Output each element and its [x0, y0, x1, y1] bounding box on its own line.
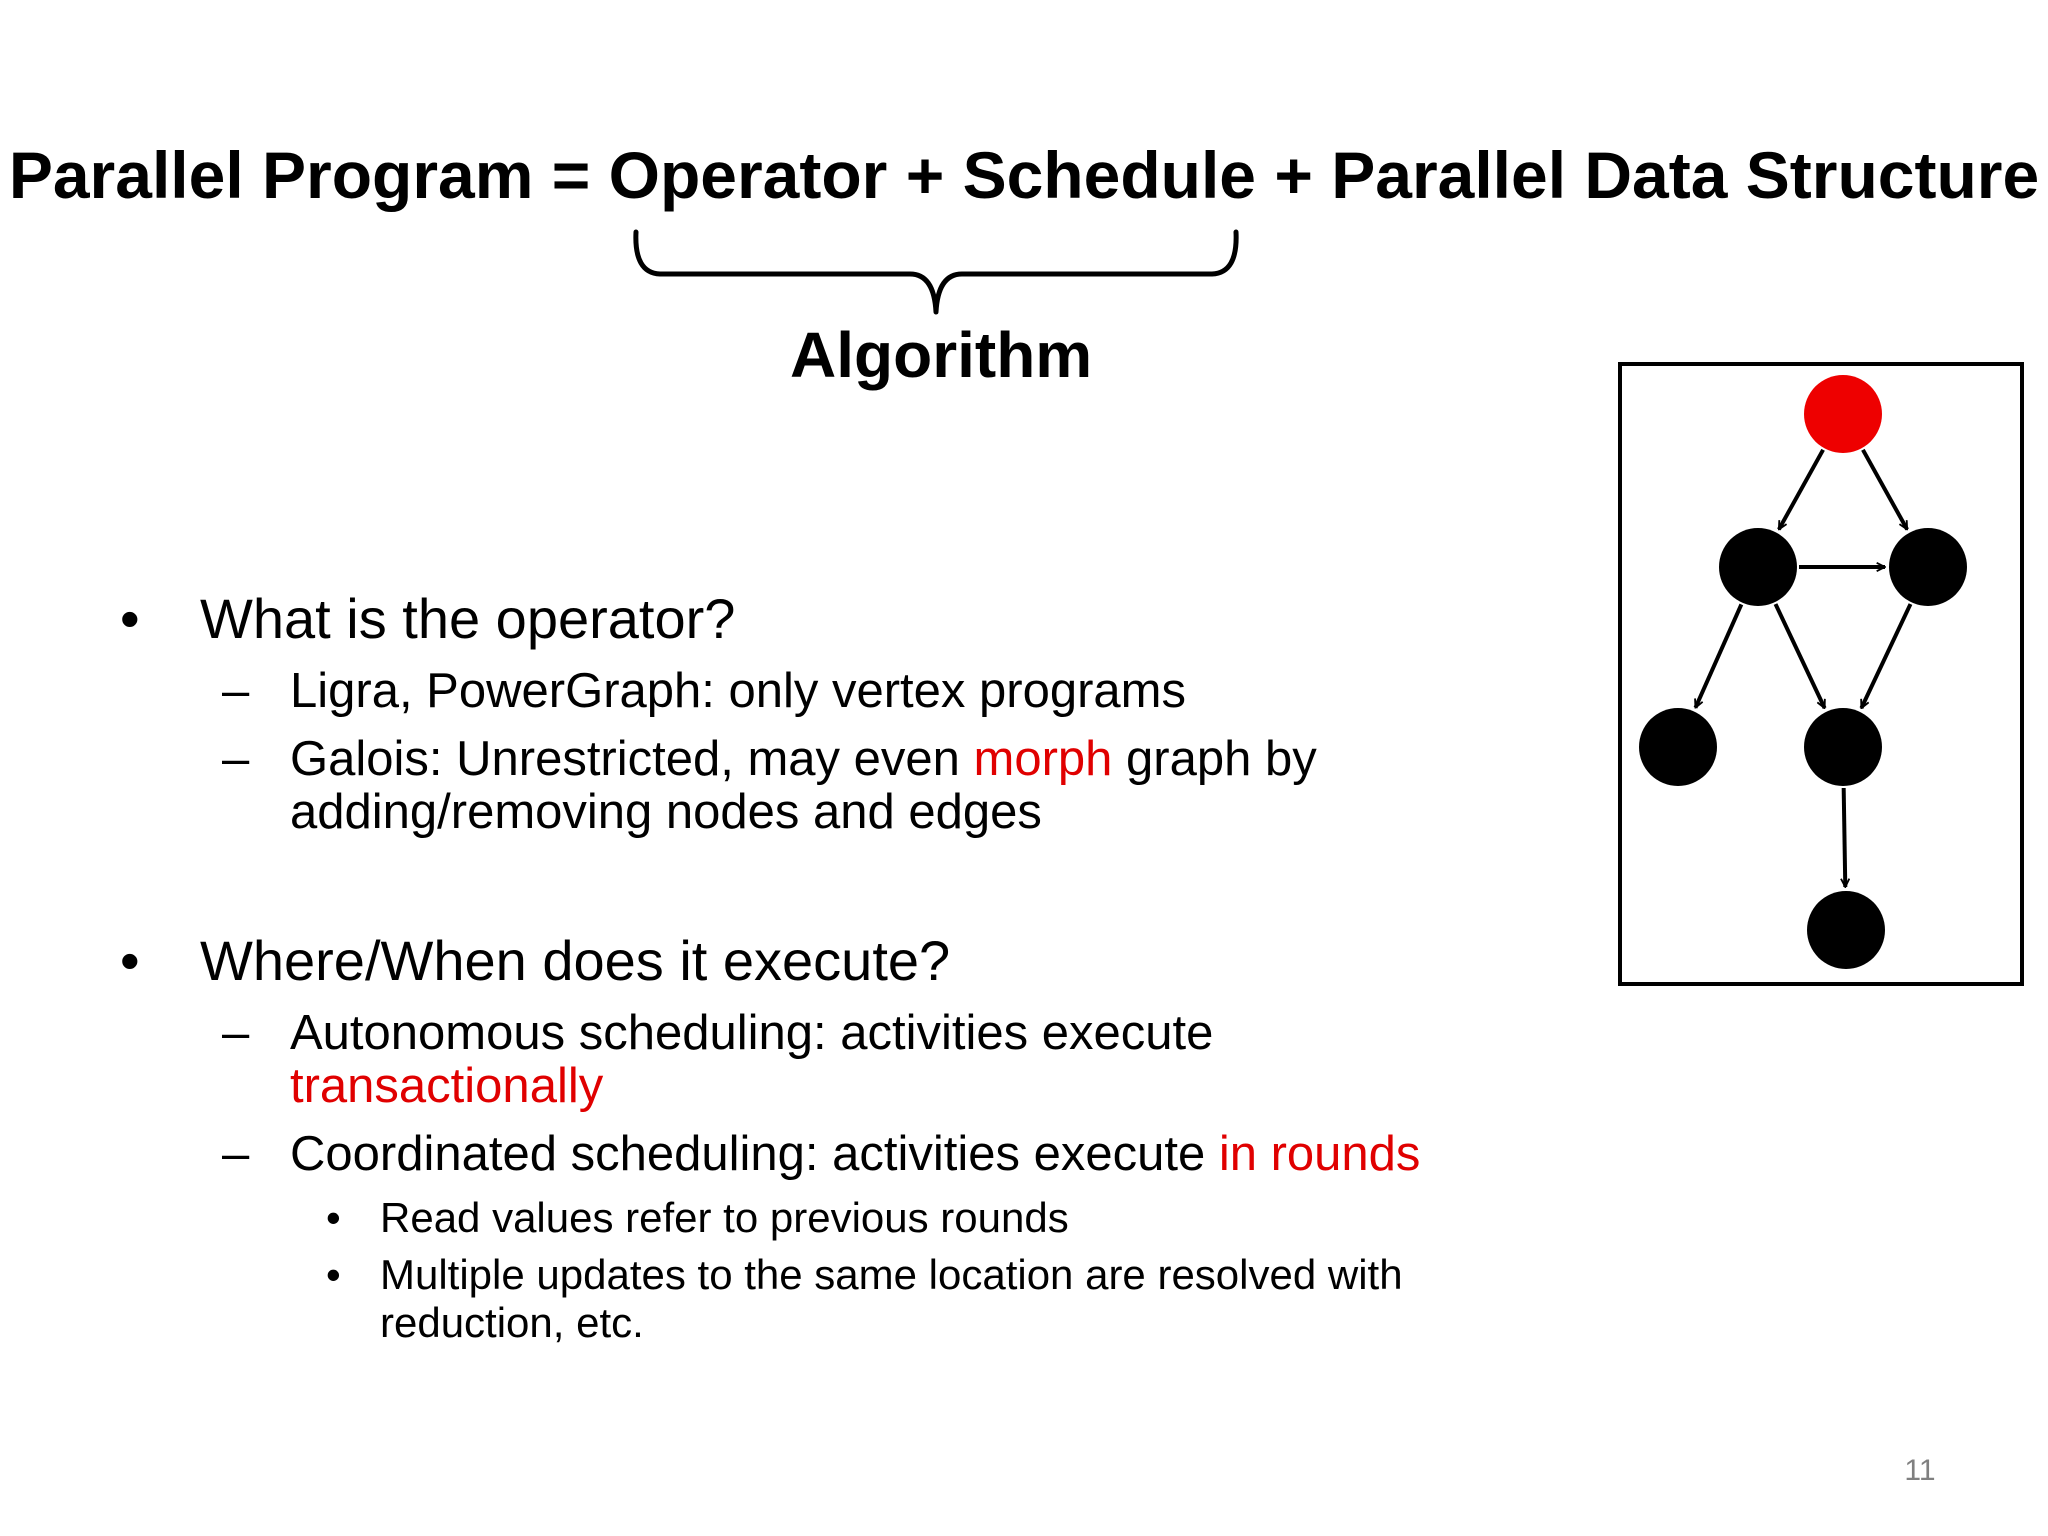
slide-title-equation: Parallel Program = Operator + Schedule + Parallel Data Structure [8, 138, 2040, 212]
dash-glyph: – [222, 732, 250, 786]
dash-glyph: – [222, 664, 250, 718]
page-number: 11 [1904, 1454, 1936, 1487]
dash-glyph: – [222, 1006, 250, 1060]
graph-node-mid-right [1889, 528, 1967, 606]
highlight-morph: morph [973, 732, 1113, 786]
graph-node-bottom-center [1804, 708, 1882, 786]
bullet-glyph: • [120, 929, 140, 992]
algorithm-label: Algorithm [790, 319, 1093, 391]
sub-sub-bullet-multiple-updates-cont: reduction, etc. [380, 1299, 644, 1346]
bullet-glyph: • [120, 587, 140, 650]
graph-node-mid-left [1719, 528, 1797, 606]
bullet-glyph: • [326, 1251, 341, 1298]
sub-sub-bullet-multiple-updates: Multiple updates to the same location are resolved with [380, 1251, 1403, 1298]
sub-bullet-galois: Galois: Unrestricted, may even morph graph by [290, 732, 1317, 786]
curly-brace-icon [630, 228, 1250, 318]
bullet-glyph: • [326, 1194, 341, 1241]
sub-bullet-galois-cont: adding/removing nodes and edges [290, 785, 1042, 839]
highlight-in-rounds: in rounds [1218, 1127, 1421, 1181]
sub-bullet-coordinated: Coordinated scheduling: activities execute in rounds [290, 1127, 1421, 1181]
graph-edge-bottom-center-to-leaf [1844, 788, 1846, 887]
highlight-transactionally: transactionally [290, 1059, 604, 1113]
sub-bullet-ligra: Ligra, PowerGraph: only vertex programs [290, 664, 1186, 718]
graph-diagram [1618, 362, 2024, 986]
graph-node-leaf [1807, 891, 1885, 969]
dash-glyph: – [222, 1127, 250, 1181]
sub-sub-bullet-read-values: Read values refer to previous rounds [380, 1194, 1069, 1241]
bullet-execute-question: Where/When does it execute? [200, 929, 951, 992]
bullet-operator-question: What is the operator? [200, 587, 736, 650]
graph-node-bottom-left [1639, 708, 1717, 786]
graph-node-root [1804, 375, 1882, 453]
sub-bullet-autonomous: Autonomous scheduling: activities execute [290, 1006, 1214, 1060]
